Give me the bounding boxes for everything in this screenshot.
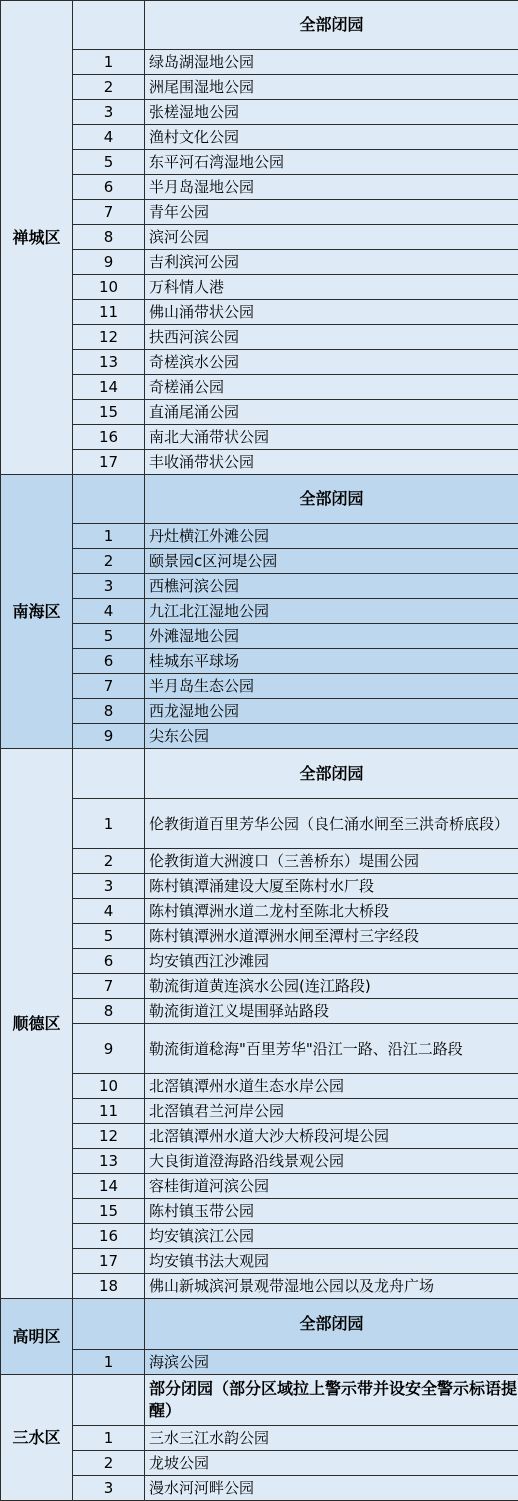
park-name: 青年公园 <box>145 200 518 225</box>
row-number: 4 <box>73 125 145 150</box>
row-number: 17 <box>73 1249 145 1274</box>
park-name: 大良街道澄海路沿线景观公园 <box>145 1149 518 1174</box>
section-header-row <box>1 1375 518 1426</box>
table-row <box>1 799 518 849</box>
park-name: 扶西河滨公园 <box>145 325 518 350</box>
park-name: 丹灶横江外滩公园 <box>145 524 518 549</box>
table-row <box>1 1024 518 1074</box>
park-name: 陈村镇潭洲水道二龙村至陈北大桥段 <box>145 899 518 924</box>
row-number: 11 <box>73 300 145 325</box>
table-row <box>1 325 518 350</box>
table-row <box>1 425 518 450</box>
row-number: 17 <box>73 450 145 475</box>
park-name: 西龙湿地公园 <box>145 699 518 724</box>
row-number: 1 <box>73 1350 145 1375</box>
table-row <box>1 375 518 400</box>
row-number: 1 <box>73 50 145 75</box>
park-name: 勒流街道稔海"百里芳华"沿江一路、沿江二路段 <box>145 1024 518 1074</box>
district-name: 禅城区 <box>1 1 73 475</box>
park-name: 北滘镇潭州水道大沙大桥段河堤公园 <box>145 1124 518 1149</box>
park-name: 奇槎涌公园 <box>145 375 518 400</box>
park-name: 北滘镇潭州水道生态水岸公园 <box>145 1074 518 1099</box>
park-name: 尖东公园 <box>145 724 518 749</box>
table-row <box>1 1174 518 1199</box>
table-row <box>1 874 518 899</box>
row-number: 9 <box>73 1024 145 1074</box>
park-name: 九江北江湿地公园 <box>145 599 518 624</box>
closure-status: 全部闭园 <box>145 475 518 524</box>
row-number: 9 <box>73 250 145 275</box>
table-row <box>1 849 518 874</box>
table-row <box>1 250 518 275</box>
row-number: 4 <box>73 899 145 924</box>
table-row <box>1 1124 518 1149</box>
park-name: 滨河公园 <box>145 225 518 250</box>
park-name: 海滨公园 <box>145 1350 518 1375</box>
row-number: 6 <box>73 649 145 674</box>
table-row <box>1 924 518 949</box>
park-name: 洲尾围湿地公园 <box>145 75 518 100</box>
park-name: 吉利滨河公园 <box>145 250 518 275</box>
park-name: 佛山新城滨河景观带湿地公园以及龙舟广场 <box>145 1274 518 1299</box>
park-name: 外滩湿地公园 <box>145 624 518 649</box>
section-gaoming <box>1 1299 518 1375</box>
table-row <box>1 899 518 924</box>
park-name: 伦教街道百里芳华公园（良仁涌水闸至三洪奇桥底段） <box>145 799 518 849</box>
park-name: 万科情人港 <box>145 275 518 300</box>
park-name: 陈村镇潭洲水道潭洲水闸至潭村三字经段 <box>145 924 518 949</box>
table-row <box>1 1350 518 1375</box>
table-row <box>1 100 518 125</box>
row-number: 7 <box>73 674 145 699</box>
table-row <box>1 1249 518 1274</box>
table-row <box>1 1426 518 1451</box>
table-row <box>1 1074 518 1099</box>
row-number: 13 <box>73 350 145 375</box>
row-number: 3 <box>73 574 145 599</box>
row-number: 3 <box>73 100 145 125</box>
row-number: 18 <box>73 1274 145 1299</box>
row-number: 9 <box>73 724 145 749</box>
row-number: 11 <box>73 1099 145 1124</box>
row-number: 14 <box>73 1174 145 1199</box>
table-row <box>1 974 518 999</box>
row-number: 8 <box>73 225 145 250</box>
row-number: 1 <box>73 1426 145 1451</box>
section-nanhai <box>1 475 518 749</box>
table-row <box>1 75 518 100</box>
table-row <box>1 1274 518 1299</box>
park-name: 奇槎滨水公园 <box>145 350 518 375</box>
closure-status: 全部闭园 <box>145 1299 518 1350</box>
row-number: 5 <box>73 924 145 949</box>
closure-status: 部分闭园（部分区域拉上警示带并设安全警示标语提醒） <box>145 1375 518 1426</box>
district-name: 高明区 <box>1 1299 73 1375</box>
table-row <box>1 175 518 200</box>
section-shunde <box>1 749 518 1299</box>
row-number: 6 <box>73 949 145 974</box>
row-number: 10 <box>73 1074 145 1099</box>
table-row <box>1 275 518 300</box>
row-number: 12 <box>73 1124 145 1149</box>
section-header-row <box>1 475 518 524</box>
section-header-row <box>1 1299 518 1350</box>
section-header-row <box>1 1 518 50</box>
table-row <box>1 1224 518 1249</box>
park-name: 半月岛生态公园 <box>145 674 518 699</box>
park-name: 桂城东平球场 <box>145 649 518 674</box>
table-row <box>1 350 518 375</box>
table-row <box>1 574 518 599</box>
row-number: 12 <box>73 325 145 350</box>
table-row <box>1 225 518 250</box>
park-name: 均安镇西江沙滩园 <box>145 949 518 974</box>
park-name: 三水三江水韵公园 <box>145 1426 518 1451</box>
section-sanshui <box>1 1375 518 1501</box>
row-number: 16 <box>73 425 145 450</box>
park-name: 均安镇滨江公园 <box>145 1224 518 1249</box>
row-number: 2 <box>73 75 145 100</box>
district-name: 顺德区 <box>1 749 73 1299</box>
park-name: 颐景园c区河堤公园 <box>145 549 518 574</box>
park-name: 勒流街道黄连滨水公园(连江路段) <box>145 974 518 999</box>
row-number: 16 <box>73 1224 145 1249</box>
table-row <box>1 1476 518 1501</box>
park-name: 佛山涌带状公园 <box>145 300 518 325</box>
table-row <box>1 549 518 574</box>
table-row <box>1 724 518 749</box>
park-name: 南北大涌带状公园 <box>145 425 518 450</box>
closure-status: 全部闭园 <box>145 749 518 799</box>
table-row <box>1 649 518 674</box>
table-row <box>1 300 518 325</box>
row-number: 1 <box>73 799 145 849</box>
closure-status: 全部闭园 <box>145 1 518 50</box>
table-row <box>1 674 518 699</box>
row-number: 13 <box>73 1149 145 1174</box>
row-number: 5 <box>73 624 145 649</box>
row-number: 14 <box>73 375 145 400</box>
park-name: 龙坡公园 <box>145 1451 518 1476</box>
table-row <box>1 125 518 150</box>
row-number: 15 <box>73 400 145 425</box>
park-name: 西樵河滨公园 <box>145 574 518 599</box>
row-number: 5 <box>73 150 145 175</box>
table-row <box>1 1451 518 1476</box>
park-name: 绿岛湖湿地公园 <box>145 50 518 75</box>
park-name: 渔村文化公园 <box>145 125 518 150</box>
table-row <box>1 699 518 724</box>
section-chancheng <box>1 1 518 475</box>
row-number: 8 <box>73 699 145 724</box>
row-number: 2 <box>73 1451 145 1476</box>
park-name: 直涌尾涌公园 <box>145 400 518 425</box>
row-number: 7 <box>73 974 145 999</box>
row-number: 10 <box>73 275 145 300</box>
table-row <box>1 1199 518 1224</box>
table-row <box>1 1099 518 1124</box>
row-number: 2 <box>73 549 145 574</box>
park-name: 漫水河河畔公园 <box>145 1476 518 1501</box>
table-row <box>1 200 518 225</box>
row-number: 3 <box>73 874 145 899</box>
table-row <box>1 949 518 974</box>
row-number: 1 <box>73 524 145 549</box>
table-row <box>1 999 518 1024</box>
park-name: 均安镇书法大观园 <box>145 1249 518 1274</box>
table-row <box>1 524 518 549</box>
park-name: 勒流街道江义堤围驿站路段 <box>145 999 518 1024</box>
park-name: 丰收涌带状公园 <box>145 450 518 475</box>
park-name: 北滘镇君兰河岸公园 <box>145 1099 518 1124</box>
table-row <box>1 599 518 624</box>
district-name: 三水区 <box>1 1375 73 1501</box>
park-name: 张槎湿地公园 <box>145 100 518 125</box>
row-number: 15 <box>73 1199 145 1224</box>
row-number: 8 <box>73 999 145 1024</box>
table-row <box>1 450 518 475</box>
row-number: 4 <box>73 599 145 624</box>
row-number: 7 <box>73 200 145 225</box>
row-number: 6 <box>73 175 145 200</box>
table-row <box>1 150 518 175</box>
table-row <box>1 50 518 75</box>
table-row <box>1 624 518 649</box>
park-name: 陈村镇玉带公园 <box>145 1199 518 1224</box>
park-name: 伦教街道大洲渡口（三善桥东）堤围公园 <box>145 849 518 874</box>
section-header-row <box>1 749 518 799</box>
row-number: 3 <box>73 1476 145 1501</box>
park-name: 半月岛湿地公园 <box>145 175 518 200</box>
park-name: 东平河石湾湿地公园 <box>145 150 518 175</box>
district-name: 南海区 <box>1 475 73 749</box>
park-name: 容桂街道河滨公园 <box>145 1174 518 1199</box>
row-number: 2 <box>73 849 145 874</box>
table-row <box>1 1149 518 1174</box>
park-name: 陈村镇潭涌建设大厦至陈村水厂段 <box>145 874 518 899</box>
table-row <box>1 400 518 425</box>
